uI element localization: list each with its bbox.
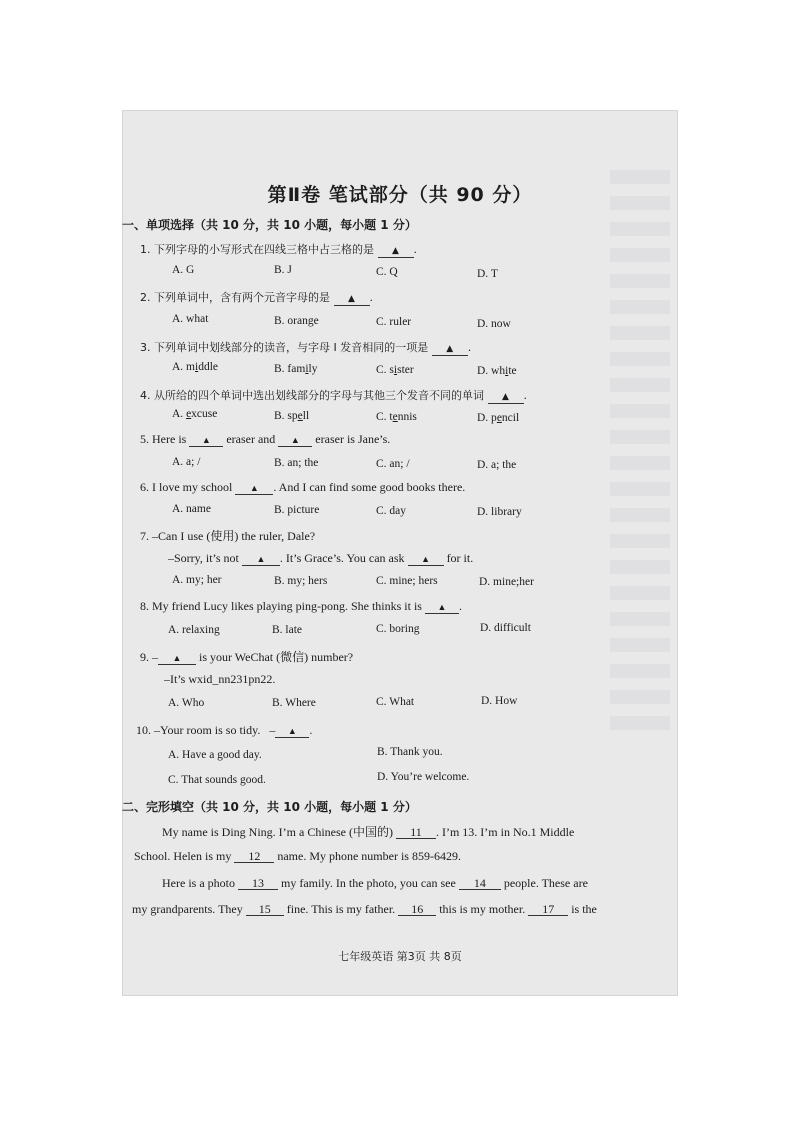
q10-option-b: B. Thank you. bbox=[377, 746, 443, 758]
answer-blank bbox=[488, 391, 524, 404]
q1-option-b: B. J bbox=[274, 264, 292, 276]
q6-option-a: A. name bbox=[172, 503, 211, 515]
q8-option-a: A. relaxing bbox=[168, 624, 220, 636]
q5-option-a: A. a; / bbox=[172, 456, 201, 468]
question-9-reply: –It’s wxid_nn231pn22. bbox=[164, 672, 276, 686]
triangle-mark: ▲ bbox=[421, 554, 431, 564]
question-4: 4. 从所给的四个单词中选出划线部分的字母与其他三个发音不同的单词 ▲ . bbox=[140, 389, 527, 402]
q10-option-d: D. You’re welcome. bbox=[377, 771, 470, 783]
triangle-mark: ▲ bbox=[249, 483, 259, 493]
q6-option-d: D. library bbox=[477, 506, 522, 518]
q6-option-b: B. picture bbox=[274, 504, 320, 516]
q4-option-b: B. spell bbox=[274, 410, 310, 422]
q2-option-c: C. ruler bbox=[376, 316, 412, 328]
answer-blank bbox=[275, 725, 309, 738]
q4-option-d: D. pencil bbox=[477, 412, 520, 424]
q4-option-a: A. excuse bbox=[172, 408, 218, 420]
question-3: 3. 下列单词中划线部分的读音，与字母 I 发音相同的一项是 ▲ . bbox=[140, 341, 472, 354]
q7-option-c: C. mine; hers bbox=[376, 575, 438, 587]
q1-option-c: C. Q bbox=[376, 266, 398, 278]
question-6: 6. I love my school ▲ . And I can find some good books there. bbox=[140, 480, 466, 494]
triangle-mark: ▲ bbox=[437, 602, 447, 612]
cloze-blank-15: 15 bbox=[246, 903, 284, 916]
triangle-mark: ▲ bbox=[201, 435, 211, 445]
q6-option-c: C. day bbox=[376, 505, 407, 517]
question-7: 7. –Can I use (使用) the ruler, Dale? bbox=[140, 529, 316, 543]
question-3-text: 3. 下列单词中划线部分的读音，与字母 I 发音相同的一项是 bbox=[140, 341, 429, 354]
section-heading-cloze: 二、完形填空（共 10 分，共 10 小题，每小题 1 分） bbox=[122, 800, 417, 814]
section-heading-multiple-choice: 一、单项选择（共 10 分，共 10 小题，每小题 1 分） bbox=[122, 218, 417, 232]
cloze-line-3: Here is a photo 13 my family. In the photo, you can see 14 people. These are bbox=[162, 876, 588, 890]
question-4-text: 4. 从所给的四个单词中选出划线部分的字母与其他三个发音不同的单词 bbox=[140, 389, 484, 402]
answer-blank bbox=[432, 343, 468, 356]
cloze-blank-11: 11 bbox=[396, 826, 436, 839]
q1-option-a: A. G bbox=[172, 264, 195, 276]
q5-option-b: B. an; the bbox=[274, 457, 319, 469]
q7-option-a: A. my; her bbox=[172, 574, 222, 586]
triangle-mark: ▲ bbox=[256, 554, 266, 564]
q10-option-a: A. Have a good day. bbox=[168, 749, 262, 761]
answer-blank bbox=[334, 293, 370, 306]
triangle-mark: ▲ bbox=[348, 294, 355, 304]
q3-option-c: C. sister bbox=[376, 364, 414, 376]
exam-page bbox=[122, 110, 678, 996]
triangle-mark: ▲ bbox=[392, 246, 399, 256]
q2-option-b: B. orange bbox=[274, 315, 319, 327]
triangle-mark: ▲ bbox=[446, 344, 454, 354]
question-7-reply: –Sorry, it’s not ▲ . It’s Grace’s. You can ask ▲ for it. bbox=[168, 551, 474, 565]
cloze-line-4: my grandparents. They 15 fine. This is my father. 16 this is my mother. 17 is the bbox=[132, 902, 597, 916]
q3-option-b: B. family bbox=[274, 363, 318, 375]
question-5: 5. Here is ▲ eraser and ▲ eraser is Jane’s. bbox=[140, 432, 391, 446]
page-title: 第Ⅱ卷 笔试部分（共 90 分） bbox=[267, 184, 533, 206]
answer-blank bbox=[425, 601, 459, 614]
answer-blank bbox=[378, 245, 414, 258]
cloze-blank-17: 17 bbox=[528, 903, 568, 916]
cloze-line-2: School. Helen is my 12 name. My phone number is 859-6429. bbox=[134, 849, 461, 863]
triangle-mark: ▲ bbox=[502, 392, 509, 402]
question-2: 2. 下列单词中，含有两个元音字母的是 ▲ . bbox=[140, 291, 373, 304]
answer-blank bbox=[158, 652, 196, 665]
answer-blank bbox=[235, 482, 273, 495]
question-10: 10. –Your room is so tidy. – ▲ . bbox=[136, 723, 313, 737]
q10-option-c: C. That sounds good. bbox=[168, 774, 266, 786]
cloze-blank-13: 13 bbox=[238, 877, 278, 890]
cloze-blank-12: 12 bbox=[234, 850, 274, 863]
q8-option-b: B. late bbox=[272, 624, 303, 636]
q4-option-c: C. tennis bbox=[376, 411, 417, 423]
question-9: 9. – ▲ is your WeChat (微信) number? bbox=[140, 650, 354, 664]
question-8: 8. My friend Lucy likes playing ping-pong. She thinks it is ▲ . bbox=[140, 599, 462, 613]
question-1: 1. 下列字母的小写形式在四线三格中占三格的是 ▲ . bbox=[140, 243, 417, 256]
answer-blank bbox=[278, 434, 312, 447]
q9-option-d: D. How bbox=[481, 695, 518, 707]
bleed-through-texture bbox=[610, 170, 670, 730]
question-2-text: 2. 下列单词中，含有两个元音字母的是 bbox=[140, 291, 330, 304]
triangle-mark: ▲ bbox=[290, 435, 300, 445]
question-1-text: 1. 下列字母的小写形式在四线三格中占三格的是 bbox=[140, 243, 374, 256]
q3-option-d: D. white bbox=[477, 365, 517, 377]
cloze-blank-14: 14 bbox=[459, 877, 501, 890]
q7-option-d: D. mine;her bbox=[479, 576, 534, 588]
q2-option-a: A. what bbox=[172, 313, 209, 325]
answer-blank bbox=[189, 434, 223, 447]
q8-option-c: C. boring bbox=[376, 623, 420, 635]
triangle-mark: ▲ bbox=[287, 726, 297, 736]
q5-option-d: D. a; the bbox=[477, 459, 517, 471]
answer-blank bbox=[242, 553, 280, 566]
answer-blank bbox=[408, 553, 444, 566]
q9-option-b: B. Where bbox=[272, 697, 316, 709]
q1-option-d: D. T bbox=[477, 268, 498, 280]
page-footer: 七年级英语 第3页 共 8页 bbox=[338, 950, 462, 963]
triangle-mark: ▲ bbox=[172, 653, 182, 663]
cloze-line-1: My name is Ding Ning. I’m a Chinese (中国的) 11 . I’m 13. I’m in No.1 Middle bbox=[162, 825, 575, 839]
q9-option-c: C. What bbox=[376, 696, 415, 708]
cloze-blank-16: 16 bbox=[398, 903, 436, 916]
q3-option-a: A. middle bbox=[172, 361, 219, 373]
q7-option-b: B. my; hers bbox=[274, 575, 328, 587]
q2-option-d: D. now bbox=[477, 318, 511, 330]
q9-option-a: A. Who bbox=[168, 697, 205, 709]
q5-option-c: C. an; / bbox=[376, 458, 410, 470]
q8-option-d: D. difficult bbox=[480, 622, 531, 634]
